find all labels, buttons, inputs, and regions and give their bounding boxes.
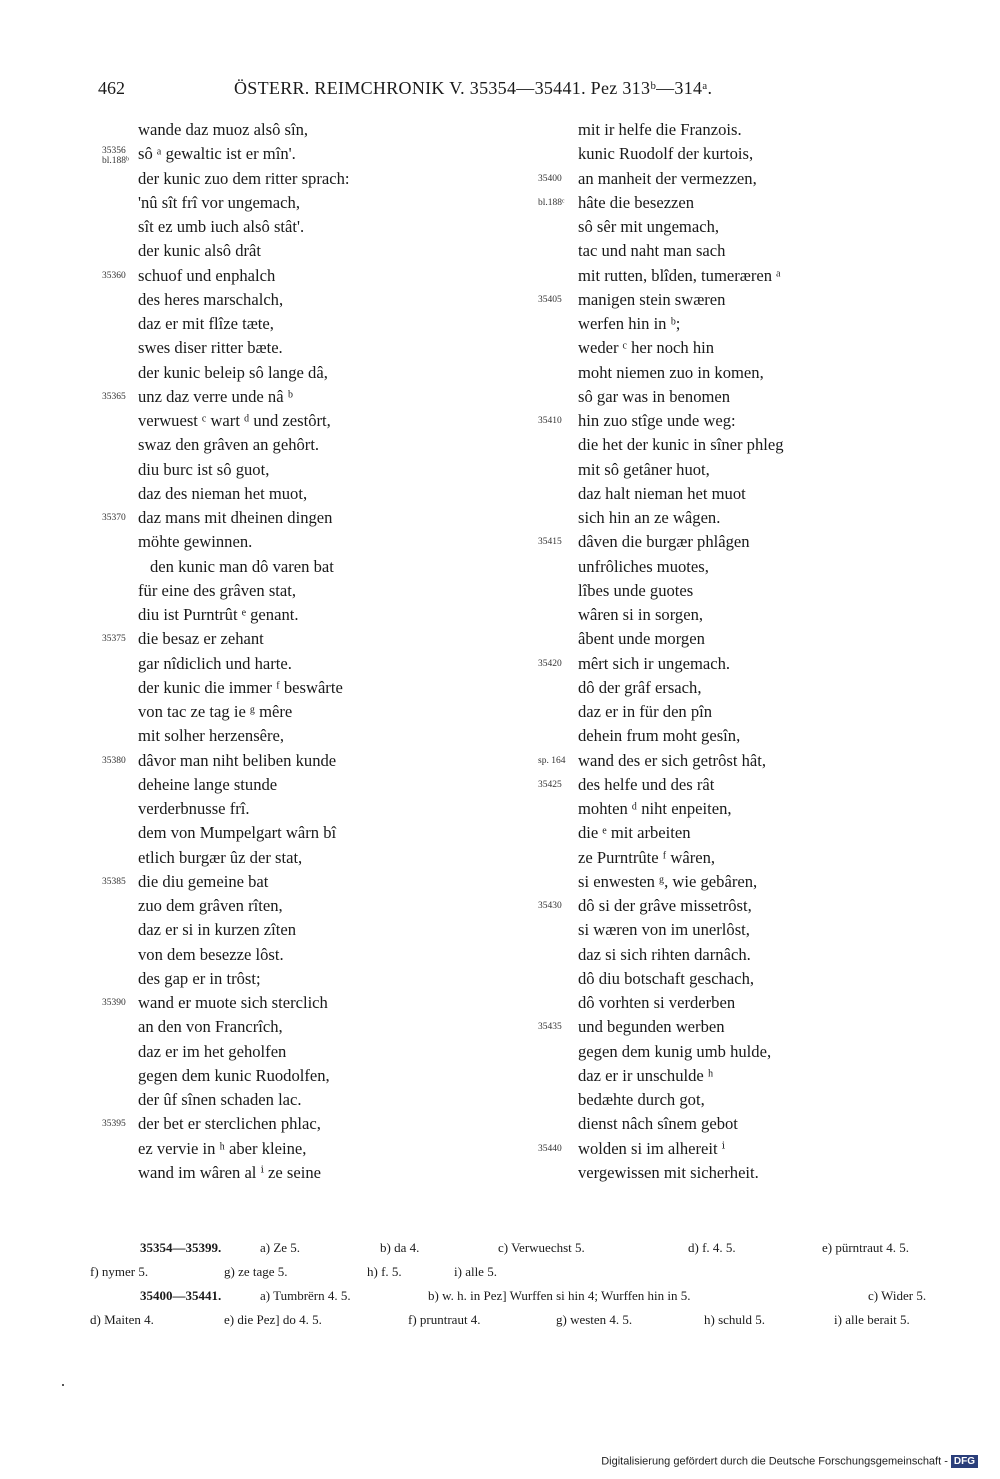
running-header <box>98 78 818 100</box>
verse-line <box>90 1064 450 1088</box>
apparatus-note: i) alle 5. <box>454 1264 497 1279</box>
verse-text: sô ᵃ gewaltic ist er mîn'. <box>138 144 296 164</box>
verse-line <box>533 1015 933 1039</box>
verse-text: diu burc ist sô guot, <box>138 459 270 479</box>
verse-line <box>90 676 450 700</box>
verse-line <box>90 1015 450 1039</box>
verse-line <box>90 579 450 603</box>
verse-line <box>533 652 933 676</box>
verse-line <box>90 1137 450 1161</box>
verse-text: mit ir helfe die Franzois. <box>578 120 742 139</box>
verse-text: si enwesten ᵍ, wie gebâren, <box>578 871 758 891</box>
apparatus-line <box>90 1308 950 1332</box>
verse-text: dô der grâf ersach, <box>578 677 702 697</box>
apparatus-line <box>90 1260 950 1284</box>
verse-text: kunic Ruodolf der kurtois, <box>578 144 754 164</box>
verse-text: der kunic alsô drât <box>138 241 262 261</box>
verse-text: daz si sich rihten darnâch. <box>578 944 751 964</box>
line-number: 35425 <box>538 779 562 790</box>
verse-line <box>90 142 450 166</box>
verse-line <box>90 1112 450 1136</box>
verse-line <box>90 749 450 773</box>
verse-text: die ᵉ mit arbeiten <box>578 823 691 843</box>
verse-text: der bet er sterclichen phlac, <box>138 1114 321 1134</box>
verse-text: der ûf sînen schaden lac. <box>138 1090 302 1109</box>
verse-line <box>533 846 933 870</box>
verse-line <box>533 870 933 894</box>
line-number: 35356 bl.188ᵇ <box>102 146 129 167</box>
verse-text: gegen dem kunic Ruodolfen, <box>138 1065 330 1085</box>
line-number: 35435 <box>538 1022 562 1033</box>
verse-text: den kunic man dô varen bat <box>150 556 334 576</box>
verse-text: sô sêr mit ungemach, <box>578 217 720 236</box>
verse-text: 'nû sît frî vor ungemach, <box>138 192 300 212</box>
line-number: 35375 <box>102 634 126 645</box>
verse-text: ez vervie in ʰ aber kleine, <box>138 1138 307 1158</box>
verse-line <box>90 724 450 748</box>
verse-line <box>90 530 450 554</box>
verse-text: mêrt sich ir ungemach. <box>578 653 731 673</box>
line-number: 35400 <box>538 173 562 184</box>
verse-line <box>533 118 933 142</box>
verse-text: lîbes unde guotes <box>578 580 694 600</box>
verse-line <box>533 239 933 263</box>
verse-text: des helfe und des rât <box>578 774 715 794</box>
verse-text: dô si der grâve missetrôst, <box>578 896 752 915</box>
verse-line <box>533 482 933 506</box>
verse-text: deheine lange stunde <box>138 774 278 794</box>
verse-text: etlich burgær ûz der stat, <box>138 847 303 867</box>
verse-text: âbent unde morgen <box>578 629 705 649</box>
verse-text: dienst nâch sînem gebot <box>578 1114 738 1134</box>
verse-line <box>533 627 933 651</box>
verse-text: des gap er in trôst; <box>138 968 261 988</box>
verse-text: unfrôliches muotes, <box>578 556 709 576</box>
verse-line <box>90 943 450 967</box>
verse-text: manigen stein swæren <box>578 289 726 309</box>
verse-line <box>90 482 450 506</box>
verse-text: bedæhte durch got, <box>578 1090 705 1109</box>
verse-text: daz er in für den pîn <box>578 702 713 721</box>
apparatus-note: h) f. 5. <box>367 1264 402 1279</box>
verse-text: moht niemen zuo in komen, <box>578 362 764 382</box>
verse-line <box>533 264 933 288</box>
verse-text: wolden si im alhereit ⁱ <box>578 1138 726 1158</box>
line-number: 35430 <box>538 901 562 911</box>
line-number: bl.188ᶜ <box>538 197 565 208</box>
verse-text: an manheit der vermezzen, <box>578 168 757 188</box>
footer-text: Digitalisierung gefördert durch die Deutsche Forschungsgemeinschaft - <box>601 1455 948 1468</box>
verse-text: wand er muote sich sterclich <box>138 993 328 1012</box>
verse-line <box>533 506 933 530</box>
verse-line <box>533 797 933 821</box>
verse-line <box>533 894 933 918</box>
apparatus-note: d) f. 4. 5. <box>688 1240 736 1255</box>
verse-line <box>90 918 450 942</box>
verse-line <box>533 724 933 748</box>
verse-text: dehein frum moht gesîn, <box>578 726 741 746</box>
line-number: 35390 <box>102 998 126 1008</box>
verse-line <box>533 215 933 239</box>
verse-line <box>533 142 933 166</box>
verse-text: hin zuo stîge unde weg: <box>578 411 736 430</box>
verse-column-right <box>533 118 933 1185</box>
verse-line <box>90 312 450 336</box>
verse-line <box>90 409 450 433</box>
verse-line <box>533 603 933 627</box>
apparatus-note: b) w. h. in Pez] Wurffen si hin 4; Wurffen hin in 5. <box>428 1288 691 1303</box>
verse-text: die diu gemeine bat <box>138 871 269 891</box>
verse-text: dô vorhten si verderben <box>578 993 736 1012</box>
verse-line <box>90 191 450 215</box>
verse-text: sich hin an ze wâgen. <box>578 508 721 527</box>
verse-line <box>90 1161 450 1185</box>
verse-line <box>90 797 450 821</box>
verse-text: swes diser ritter bæte. <box>138 338 283 358</box>
verse-column-left <box>90 118 450 1185</box>
verse-line <box>90 1088 450 1112</box>
verse-line <box>533 1112 933 1136</box>
verse-text: daz mans mit dheinen dingen <box>138 508 333 527</box>
verse-text: swaz den grâven an gehôrt. <box>138 435 320 455</box>
verse-text: sô gar was in benomen <box>578 386 731 406</box>
verse-text: verderbnusse frî. <box>138 799 250 818</box>
verse-line <box>90 458 450 482</box>
line-number: sp. 164 <box>538 755 566 766</box>
verse-text: daz halt nieman het muot <box>578 483 746 503</box>
line-number: 35440 <box>538 1143 562 1154</box>
verse-line <box>533 167 933 191</box>
verse-line <box>90 603 450 627</box>
verse-text: tac und naht man sach <box>578 241 726 261</box>
line-number: 35370 <box>102 513 126 523</box>
verse-text: zuo dem grâven rîten, <box>138 896 283 915</box>
verse-text: daz er ir unschulde ʰ <box>578 1065 714 1085</box>
verse-line <box>533 458 933 482</box>
verse-line <box>90 821 450 845</box>
apparatus-note: b) da 4. <box>380 1240 420 1255</box>
apparatus-note: c) Wider 5. <box>868 1288 927 1303</box>
verse-text: sît ez umb iuch alsô stât'. <box>138 217 305 236</box>
line-number: 35380 <box>102 755 126 766</box>
verse-line <box>533 555 933 579</box>
apparatus-note: a) Tumbrërn 4. 5. <box>260 1288 351 1303</box>
apparatus-note: h) schuld 5. <box>704 1312 766 1327</box>
verse-text: für eine des grâven stat, <box>138 580 297 600</box>
page-number: 462 <box>98 78 125 98</box>
verse-text: die besaz er zehant <box>138 629 264 649</box>
verse-line <box>90 991 450 1015</box>
verse-text: si wæren von im unerlôst, <box>578 920 750 940</box>
verse-line <box>90 894 450 918</box>
verse-text: daz er si in kurzen zîten <box>138 920 297 940</box>
verse-line <box>90 846 450 870</box>
verse-text: mit sô getâner huot, <box>578 459 710 479</box>
apparatus-note: g) ze tage 5. <box>224 1264 288 1279</box>
verse-text: unz daz verre unde nâ ᵇ <box>138 386 293 406</box>
verse-line <box>533 943 933 967</box>
verse-line <box>533 1088 933 1112</box>
verse-line <box>90 967 450 991</box>
verse-line <box>90 361 450 385</box>
dfg-footer <box>601 1455 978 1468</box>
apparatus-note: f) nymer 5. <box>90 1264 149 1279</box>
verse-text: ze Purntrûte ᶠ wâren, <box>578 847 716 867</box>
verse-line <box>90 239 450 263</box>
apparatus-range: 35400—35441. <box>140 1288 222 1303</box>
verse-line <box>533 288 933 312</box>
verse-text: wand des er sich getrôst hât, <box>578 750 767 770</box>
verse-text: hâte die besezzen <box>578 192 695 212</box>
verse-text: des heres marschalch, <box>138 289 284 309</box>
line-number: 35405 <box>538 294 562 305</box>
verse-line <box>533 579 933 603</box>
line-number: 35415 <box>538 537 562 548</box>
apparatus-note: f) pruntraut 4. <box>408 1312 481 1327</box>
running-title: ÖSTERR. REIMCHRONIK V. 35354—35441. Pez 313ᵇ—314ᵃ. <box>234 78 713 98</box>
verse-line <box>533 361 933 385</box>
verse-line <box>90 1040 450 1064</box>
line-number: 35365 <box>102 391 126 402</box>
verse-text: weder ᶜ her noch hin <box>578 338 715 358</box>
stray-mark <box>62 1384 64 1386</box>
verse-line <box>90 215 450 239</box>
verse-text: wâren si in sorgen, <box>578 605 704 624</box>
verse-text: der kunic die immer ᶠ beswârte <box>138 677 343 697</box>
verse-line <box>533 749 933 773</box>
verse-line <box>533 967 933 991</box>
apparatus-note: i) alle berait 5. <box>834 1312 910 1327</box>
verse-text: und begunden werben <box>578 1017 725 1037</box>
line-number: 35420 <box>538 658 562 669</box>
verse-text: möhte gewinnen. <box>138 532 253 552</box>
verse-line <box>533 336 933 360</box>
verse-line <box>90 506 450 530</box>
line-number: 35360 <box>102 270 126 281</box>
line-number: 35410 <box>538 416 562 426</box>
verse-line <box>533 991 933 1015</box>
verse-line <box>533 773 933 797</box>
verse-line <box>90 700 450 724</box>
verse-line <box>90 870 450 894</box>
apparatus-range: 35354—35399. <box>140 1240 222 1255</box>
verse-text: daz er mit flîze tæte, <box>138 314 274 333</box>
apparatus-note: c) Verwuechst 5. <box>498 1240 585 1255</box>
verse-text: dô diu botschaft geschach, <box>578 968 755 988</box>
verse-text: an den von Francrîch, <box>138 1017 283 1037</box>
apparatus-note: a) Ze 5. <box>260 1240 301 1255</box>
verse-text: wande daz muoz alsô sîn, <box>138 120 309 139</box>
verse-text: dâven die burgær phlâgen <box>578 532 750 552</box>
verse-line <box>533 1161 933 1185</box>
apparatus-note: e) pürntraut 4. 5. <box>822 1240 910 1255</box>
verse-line <box>533 918 933 942</box>
verse-line <box>533 1040 933 1064</box>
apparatus-note: d) Maiten 4. <box>90 1312 154 1327</box>
verse-line <box>90 167 450 191</box>
verse-text: mit solher herzensêre, <box>138 726 285 746</box>
verse-text: schuof und enphalch <box>138 265 276 285</box>
verse-text: von dem besezze lôst. <box>138 944 284 964</box>
verse-text: wand im wâren al ⁱ ze seine <box>138 1162 322 1182</box>
verse-text: mohten ᵈ niht enpeiten, <box>578 799 732 818</box>
verse-text: die het der kunic in sîner phleg <box>578 435 784 455</box>
verse-line <box>533 821 933 845</box>
verse-line <box>533 191 933 215</box>
line-number: 35385 <box>102 876 126 887</box>
verse-line <box>533 433 933 457</box>
verse-line <box>90 555 450 579</box>
verse-line <box>90 652 450 676</box>
verse-line <box>533 1137 933 1161</box>
verse-text: werfen hin in ᵇ; <box>578 314 681 333</box>
apparatus-line <box>90 1236 950 1260</box>
verse-text: diu ist Purntrût ᵉ genant. <box>138 605 299 624</box>
verse-text: der kunic beleip sô lange dâ, <box>138 362 328 382</box>
critical-apparatus <box>90 1236 950 1332</box>
apparatus-note: g) westen 4. 5. <box>556 1312 633 1327</box>
verse-line <box>90 118 450 142</box>
verse-line <box>90 433 450 457</box>
verse-text: von tac ze tag ie ᵍ mêre <box>138 702 293 721</box>
apparatus-line <box>90 1284 950 1308</box>
verse-line <box>533 1064 933 1088</box>
apparatus-note: e) die Pez] do 4. 5. <box>224 1312 322 1327</box>
verse-line <box>533 312 933 336</box>
verse-text: dem von Mumpelgart wârn bî <box>138 823 337 843</box>
verse-line <box>90 385 450 409</box>
verse-text: mit rutten, blîden, tumeræren ᵃ <box>578 265 781 285</box>
verse-text: vergewissen mit sicherheit. <box>578 1162 759 1182</box>
dfg-logo: DFG <box>951 1455 978 1468</box>
verse-line <box>533 385 933 409</box>
verse-text: daz er im het geholfen <box>138 1041 287 1061</box>
verse-text: daz des nieman het muot, <box>138 483 308 503</box>
verse-text: verwuest ᶜ wart ᵈ und zestôrt, <box>138 411 331 430</box>
verse-text: dâvor man niht beliben kunde <box>138 750 337 770</box>
verse-line <box>90 773 450 797</box>
verse-line <box>90 336 450 360</box>
verse-text: gegen dem kunig umb hulde, <box>578 1041 772 1061</box>
line-number: 35395 <box>102 1119 126 1130</box>
verse-line <box>533 676 933 700</box>
verse-text: der kunic zuo dem ritter sprach: <box>138 168 350 188</box>
verse-line <box>533 409 933 433</box>
verse-text: gar nîdiclich und harte. <box>138 653 292 673</box>
verse-line <box>90 264 450 288</box>
verse-line <box>90 627 450 651</box>
verse-line <box>90 288 450 312</box>
verse-line <box>533 700 933 724</box>
verse-line <box>533 530 933 554</box>
